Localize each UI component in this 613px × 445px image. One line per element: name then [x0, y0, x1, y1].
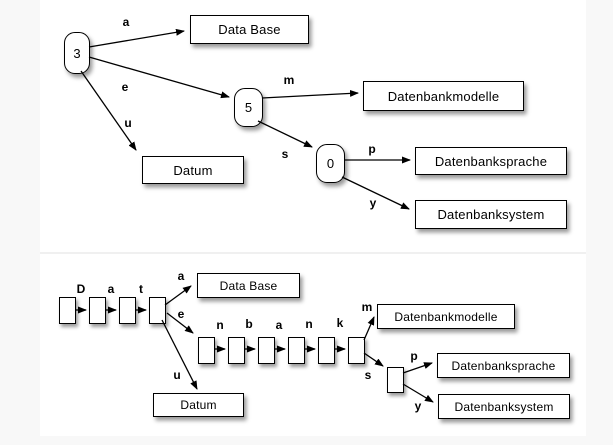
- edge-label-p: p: [368, 142, 376, 156]
- trie-cell: [119, 297, 136, 324]
- edge-label-b: b: [245, 317, 253, 331]
- edge-label-D: D: [76, 282, 86, 296]
- edge-label-n: n: [216, 318, 224, 332]
- trie-cell: [228, 337, 245, 364]
- trie-cell: [288, 337, 305, 364]
- edge-label-s: s: [281, 147, 289, 161]
- trie-cell: [387, 367, 404, 393]
- edge-label-m: m: [361, 300, 373, 314]
- result-box-database: Data Base: [197, 273, 300, 298]
- result-box-modelle: Datenbankmodelle: [377, 304, 515, 329]
- edge-label-a: a: [107, 282, 115, 296]
- trie-cell: [198, 337, 215, 364]
- result-box-system: Datenbanksystem: [438, 394, 570, 419]
- edge-label-u: u: [124, 116, 132, 130]
- edge-label-p: p: [410, 349, 418, 363]
- edge-label-m: m: [283, 73, 295, 87]
- edge-label-t: t: [139, 282, 143, 296]
- state-node-5: 5: [234, 88, 263, 127]
- page-divider: [40, 252, 586, 254]
- result-box-datum: Datum: [153, 393, 244, 417]
- edge-label-e: e: [121, 80, 129, 94]
- edge-label-u: u: [173, 368, 181, 382]
- trie-cell: [258, 337, 275, 364]
- edge-label-a: a: [177, 269, 185, 283]
- trie-cell: [59, 297, 76, 324]
- edge-label-s: s: [364, 368, 372, 382]
- result-box-sprache: Datenbanksprache: [415, 147, 567, 175]
- edge-label-e: e: [177, 307, 185, 321]
- result-box-modelle: Datenbankmodelle: [363, 81, 524, 111]
- edge-label-k: k: [336, 316, 344, 330]
- result-box-datum: Datum: [142, 156, 244, 184]
- edge-label-y: y: [414, 399, 422, 413]
- edge-label-y: y: [369, 196, 377, 210]
- result-box-sprache: Datenbanksprache: [437, 353, 570, 378]
- edge-label-a: a: [275, 318, 283, 332]
- result-box-database: Data Base: [190, 15, 309, 44]
- trie-cell: [318, 337, 335, 364]
- edge-label-a: a: [122, 15, 130, 29]
- state-node-3: 3: [64, 32, 90, 74]
- trie-cell: [149, 297, 166, 324]
- trie-cell: [89, 297, 106, 324]
- state-node-0: 0: [316, 144, 345, 183]
- trie-cell: [348, 337, 365, 364]
- result-box-system: Datenbanksystem: [415, 200, 567, 229]
- edge-label-n: n: [305, 317, 313, 331]
